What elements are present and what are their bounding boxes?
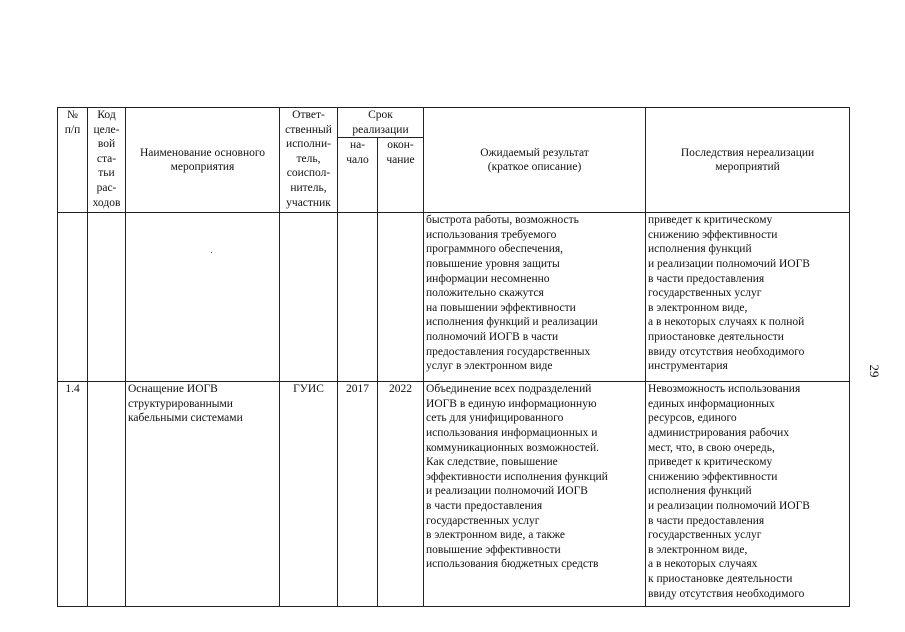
header-period: Срок реализации: [338, 108, 424, 138]
cell-code: [88, 382, 126, 607]
cell-consequences: приведет к критическому снижению эффективности исполнения функций и реализации полномочий ИОГВ в части предоставления государственных услуг в электронном виде, а в некоторых случаях к полной приостановке деятельности ввиду отсутствия необходимого инструментария: [646, 213, 850, 382]
cell-consequences: Невозможность использования единых информационных ресурсов, единого администрирования рабочих мест, что, в свою очередь, приведет к критическому снижению эффективности исполнения функций и реализации полномочий ИОГВ в части предоставления государственных услуг в электронном виде, а в некоторых случаях к приостановке деятельности ввиду отсутствия необходимого: [646, 382, 850, 607]
cell-num: 1.4: [58, 382, 88, 607]
header-end: окон- чание: [378, 138, 424, 213]
cell-name: [126, 213, 280, 382]
header-row-1: [58, 108, 850, 138]
cell-start: 2017: [338, 382, 378, 607]
cell-responsible: ГУИС: [280, 382, 338, 607]
cell-result: Объединение всех подразделений ИОГВ в единую информационную сеть для унифицированного использования информационных и коммуникационных возможностей. Как следствие, повышение эффективности исполнения функций и реализации полномочий ИОГВ в части предоставления государственных услуг в электронном виде, а также повышение эффективности использования бюджетных средств: [424, 382, 646, 607]
table-row: [58, 213, 850, 382]
cell-start: [338, 213, 378, 382]
header-name: Наименование основного мероприятия: [126, 108, 280, 213]
cell-end: 2022: [378, 382, 424, 607]
table-row: [58, 382, 850, 607]
header-result: Ожидаемый результат (краткое описание): [424, 108, 646, 213]
cell-end: [378, 213, 424, 382]
header-code: Код целе- вой ста- тьи рас- ходов: [88, 108, 126, 213]
cell-responsible: [280, 213, 338, 382]
cell-code: [88, 213, 126, 382]
activities-table: [57, 107, 850, 607]
cell-name: Оснащение ИОГВ структурированными кабельными системами: [126, 382, 280, 607]
cell-result: быстрота работы, возможность использования требуемого программного обеспечения, повышение уровня защиты информации несомненно положительно скажутся на повышении эффективности исполнения функций и реализации полномочий ИОГВ в части предоставления государственных услуг в электронном виде: [424, 213, 646, 382]
header-num: № п/п: [58, 108, 88, 213]
header-start: на- чало: [338, 138, 378, 213]
cell-num: [58, 213, 88, 382]
header-consequences: Последствия нереализации мероприятий: [646, 108, 850, 213]
header-responsible: Ответ- ственный исполни- тель, соиспол- нитель, участник: [280, 108, 338, 213]
page-number: 29: [867, 364, 882, 378]
scan-dot: [211, 252, 212, 253]
